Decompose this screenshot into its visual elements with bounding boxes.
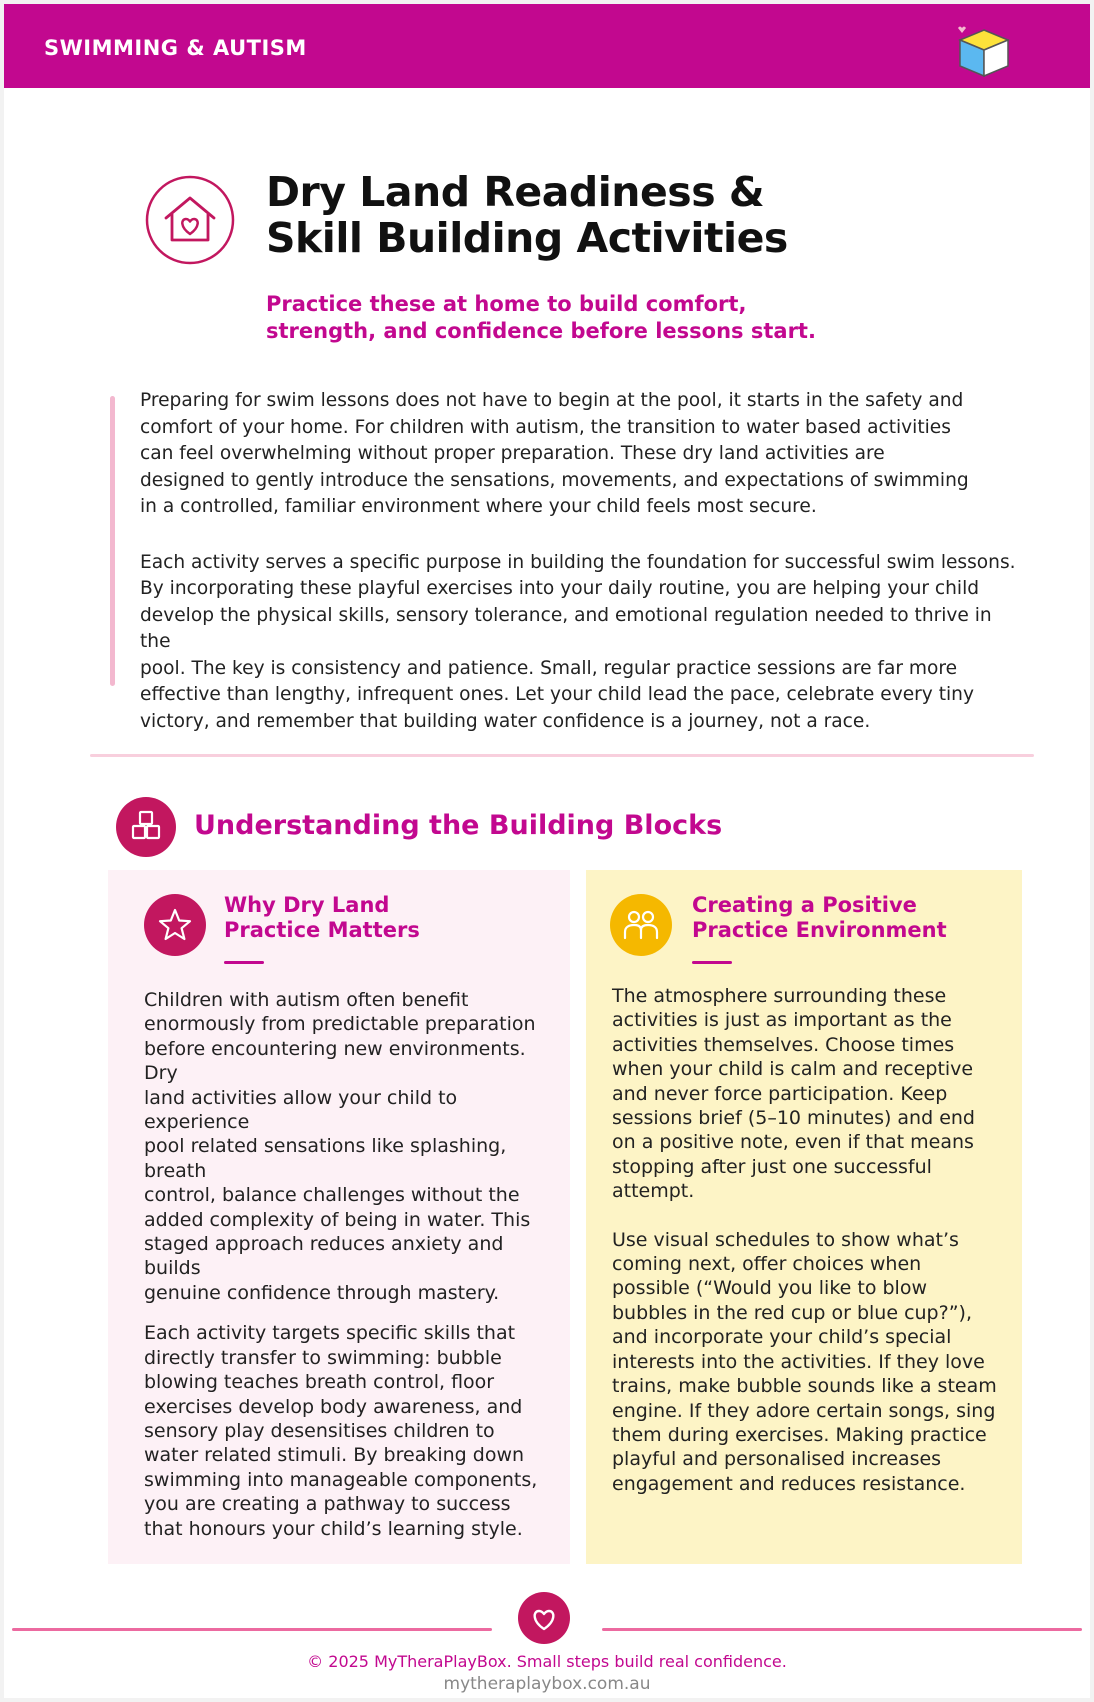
- intro-line: designed to gently introduce the sensations, movements, and expectations of swimming: [140, 469, 969, 491]
- intro-text: [140, 388, 1016, 764]
- card-line: them during exercises. Making practice: [612, 1423, 987, 1446]
- intro-line: Preparing for swim lessons does not have to begin at the pool, it starts in the safety and: [140, 390, 964, 411]
- page: [4, 4, 1090, 1698]
- star-icon: [144, 894, 206, 956]
- section-heading: Understanding the Building Blocks: [194, 810, 723, 841]
- card-line: attempt.: [612, 1180, 695, 1203]
- cube-logo-icon: [954, 22, 1014, 80]
- card-line: before encountering new environments. Dry: [144, 1037, 526, 1085]
- intro-line: Each activity serves a specific purpose in building the foundation for successful swim lessons.: [140, 551, 1016, 573]
- card-positive-environment: [586, 870, 1022, 1564]
- subtitle-line-2: strength, and confidence before lessons start.: [266, 319, 816, 343]
- card-line: you are creating a pathway to success: [144, 1493, 511, 1516]
- house-heart-icon: [144, 174, 236, 266]
- card-title-line: Practice Environment: [692, 918, 947, 942]
- heart-icon: [518, 1592, 570, 1644]
- card-line: on a positive note, even if that means: [612, 1131, 974, 1154]
- title-line-1: Dry Land Readiness &: [266, 168, 765, 216]
- intro-line: can feel overwhelming without proper preparation. These dry land activities are: [140, 443, 885, 464]
- footer-copyright: © 2025 MyTheraPlayBox. Small steps build real confidence.: [307, 1652, 787, 1671]
- header-bar: [4, 4, 1090, 88]
- card-body: [144, 988, 564, 1541]
- card-line: pool related sensations like splashing, breath: [144, 1135, 507, 1182]
- intro-line: By incorporating these playful exercises into your daily routine, you are helping your child: [140, 578, 980, 599]
- intro-line: pool. The key is consistency and patience. Small, regular practice sessions are far more: [140, 657, 958, 679]
- card-title-line: Practice Matters: [224, 918, 420, 942]
- card-line: bubbles in the red cup or blue cup?”),: [612, 1301, 972, 1324]
- card-paragraph-1: [144, 988, 564, 1305]
- card-underline: [224, 961, 264, 964]
- card-body: [612, 984, 1020, 1496]
- card-line: blowing teaches breath control, floor: [144, 1371, 495, 1394]
- card-line: The atmosphere surrounding these: [612, 985, 947, 1007]
- card-line: interests into the activities. If they love: [612, 1350, 985, 1373]
- card-line: engine. If they adore certain songs, sing: [612, 1399, 996, 1422]
- card-title: [692, 893, 947, 943]
- people-icon: [610, 894, 672, 956]
- intro-paragraph-1: [140, 388, 1016, 521]
- intro-line: victory, and remember that building water confidence is a journey, not a race.: [140, 710, 871, 732]
- card-line: engagement and reduces resistance.: [612, 1472, 966, 1495]
- subtitle-line-1: Practice these at home to build comfort,: [266, 292, 747, 316]
- card-title: [224, 893, 420, 943]
- card-line: possible (“Would you like to blow: [612, 1277, 927, 1300]
- card-line: genuine confidence through mastery.: [144, 1281, 500, 1304]
- intro-line: in a controlled, familiar environment where your child feels most secure.: [140, 496, 817, 517]
- footer-website-link[interactable]: mytheraplaybox.com.au: [443, 1674, 651, 1694]
- card-title-line: Why Dry Land: [224, 893, 390, 917]
- intro-line: develop the physical skills, sensory tolerance, and emotional regulation needed to thrive in the: [140, 604, 992, 652]
- card-line: land activities allow your child to experience: [144, 1086, 458, 1134]
- page-subtitle: [266, 291, 966, 345]
- intro-line: comfort of your home. For children with autism, the transition to water based activities: [140, 416, 951, 438]
- page-title: [266, 169, 1026, 261]
- card-paragraph-2: [612, 1228, 1020, 1496]
- card-line: Children with autism often benefit: [144, 989, 469, 1011]
- card-line: when your child is calm and receptive: [612, 1058, 974, 1081]
- card-line: swimming into manageable components,: [144, 1468, 538, 1491]
- card-line: and never force participation. Keep: [612, 1082, 948, 1105]
- card-line: added complexity of being in water. This: [144, 1208, 531, 1231]
- card-line: control, balance challenges without the: [144, 1184, 520, 1207]
- section-divider: [90, 754, 1034, 757]
- card-line: that honours your child’s learning style.: [144, 1517, 523, 1540]
- card-line: trains, make bubble sounds like a steam: [612, 1375, 997, 1398]
- card-line: playful and personalised increases: [612, 1448, 942, 1471]
- intro-line: effective than lengthy, infrequent ones. Let your child lead the pace, celebrate every tiny: [140, 684, 974, 705]
- card-line: coming next, offer choices when: [612, 1253, 922, 1276]
- header-title: SWIMMING & AUTISM: [44, 36, 307, 60]
- card-paragraph-2: [144, 1321, 564, 1541]
- intro-paragraph-2: [140, 550, 1016, 736]
- card-line: and incorporate your child’s special: [612, 1326, 952, 1349]
- card-line: sensory play desensitises children to: [144, 1419, 495, 1442]
- card-line: directly transfer to swimming: bubble: [144, 1346, 502, 1369]
- card-line: enormously from predictable preparation: [144, 1013, 536, 1036]
- card-line: Use visual schedules to show what’s: [612, 1228, 959, 1251]
- card-line: sessions brief (5–10 minutes) and end: [612, 1107, 975, 1130]
- card-line: exercises develop body awareness, and: [144, 1395, 523, 1418]
- card-why-dry-land: [108, 870, 570, 1564]
- intro-accent-bar: [110, 396, 115, 686]
- card-line: staged approach reduces anxiety and builds: [144, 1233, 504, 1280]
- footer-line-left: [12, 1628, 492, 1631]
- card-line: water related stimuli. By breaking down: [144, 1444, 525, 1467]
- card-line: activities is just as important as the: [612, 1009, 952, 1032]
- card-line: stopping after just one successful: [612, 1155, 932, 1178]
- title-line-2: Skill Building Activities: [266, 214, 788, 262]
- footer-line-right: [602, 1628, 1082, 1631]
- card-line: activities themselves. Choose times: [612, 1033, 955, 1056]
- card-underline: [692, 961, 732, 964]
- card-paragraph-1: [612, 984, 1020, 1204]
- blocks-icon: [116, 797, 176, 857]
- card-title-line: Creating a Positive: [692, 893, 917, 917]
- card-line: Each activity targets specific skills that: [144, 1322, 516, 1345]
